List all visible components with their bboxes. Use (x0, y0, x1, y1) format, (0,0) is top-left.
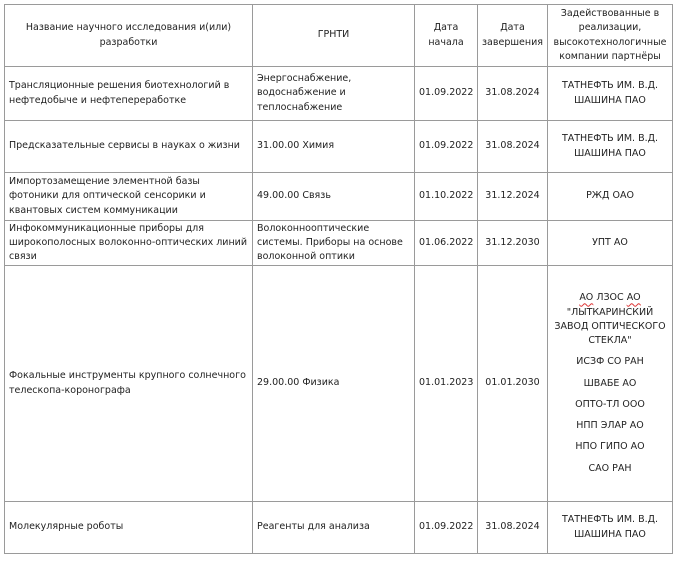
company-name: САО РАН (588, 462, 632, 474)
table-row (5, 502, 673, 554)
cell-name: Фокальные инструменты крупного солнечного телескопа-коронографа (5, 266, 253, 502)
header-grnti: ГРНТИ (253, 5, 415, 67)
table-row (5, 221, 673, 266)
table-row (5, 266, 673, 502)
company-name: НПО ГИПО АО (575, 441, 645, 453)
cell-end-date: 31.08.2024 (478, 121, 548, 173)
header-start-date: Дата начала (415, 5, 478, 67)
company-name: УПТ АО (592, 236, 628, 248)
header-row (5, 5, 673, 67)
cell-companies (548, 221, 673, 266)
cell-grnti: 29.00.00 Физика (253, 266, 415, 502)
cell-grnti: Энергоснабжение, водоснабжение и теплоснабжение (253, 67, 415, 121)
cell-grnti: 31.00.00 Химия (253, 121, 415, 173)
cell-start-date: 01.10.2022 (415, 173, 478, 221)
company-name: ИСЗФ СО РАН (576, 356, 644, 368)
cell-end-date: 01.01.2030 (478, 266, 548, 502)
company-name: ТАТНЕФТЬ ИМ. В.Д. ШАШИНА ПАО (561, 80, 659, 106)
company-name: ШВАБЕ АО (583, 377, 637, 389)
cell-end-date: 31.08.2024 (478, 502, 548, 554)
table-row (5, 67, 673, 121)
cell-name: Инфокоммуникационные приборы для широкополосных волоконно-оптических линий связи (5, 221, 253, 266)
cell-end-date: 31.08.2024 (478, 67, 548, 121)
company-name: РЖД ОАО (586, 190, 634, 202)
cell-companies (548, 173, 673, 221)
cell-start-date: 01.01.2023 (415, 266, 478, 502)
cell-name: Импортозамещение элементной базы фотоники для оптической сенсорики и квантовых систем коммуникации (5, 173, 253, 221)
company-name: ТАТНЕФТЬ ИМ. В.Д. ШАШИНА ПАО (561, 514, 659, 540)
cell-grnti: 49.00.00 Связь (253, 173, 415, 221)
company-name: АО ЛЗОС АО "ЛЫТКАРИНСКИЙ ЗАВОД ОПТИЧЕСКОГО СТЕКЛА" (554, 292, 666, 346)
cell-companies (548, 266, 673, 502)
cell-companies (548, 121, 673, 173)
cell-companies (548, 502, 673, 554)
company-name: ТАТНЕФТЬ ИМ. В.Д. ШАШИНА ПАО (561, 133, 659, 159)
cell-start-date: 01.09.2022 (415, 67, 478, 121)
cell-grnti: Волоконнооптические системы. Приборы на основе волоконной оптики (253, 221, 415, 266)
cell-companies (548, 67, 673, 121)
header-companies: Задействованные в реализации, высокотехнологичные компании партнёры (548, 5, 673, 67)
cell-grnti: Реагенты для анализа (253, 502, 415, 554)
table-row (5, 121, 673, 173)
cell-start-date: 01.09.2022 (415, 502, 478, 554)
cell-name: Предсказательные сервисы в науках о жизни (5, 121, 253, 173)
research-table (4, 4, 673, 554)
company-name: НПП ЭЛАР АО (576, 420, 644, 431)
cell-end-date: 31.12.2024 (478, 173, 548, 221)
header-end-date: Дата завершения (478, 5, 548, 67)
cell-end-date: 31.12.2030 (478, 221, 548, 266)
company-name: ОПТО-ТЛ ООО (575, 398, 645, 410)
cell-name: Молекулярные роботы (5, 502, 253, 554)
cell-start-date: 01.09.2022 (415, 121, 478, 173)
table-row (5, 173, 673, 221)
cell-name: Трансляционные решения биотехнологий в нефтедобыче и нефтепереработке (5, 67, 253, 121)
cell-start-date: 01.06.2022 (415, 221, 478, 266)
header-name: Название научного исследования и(или) разработки (5, 5, 253, 67)
